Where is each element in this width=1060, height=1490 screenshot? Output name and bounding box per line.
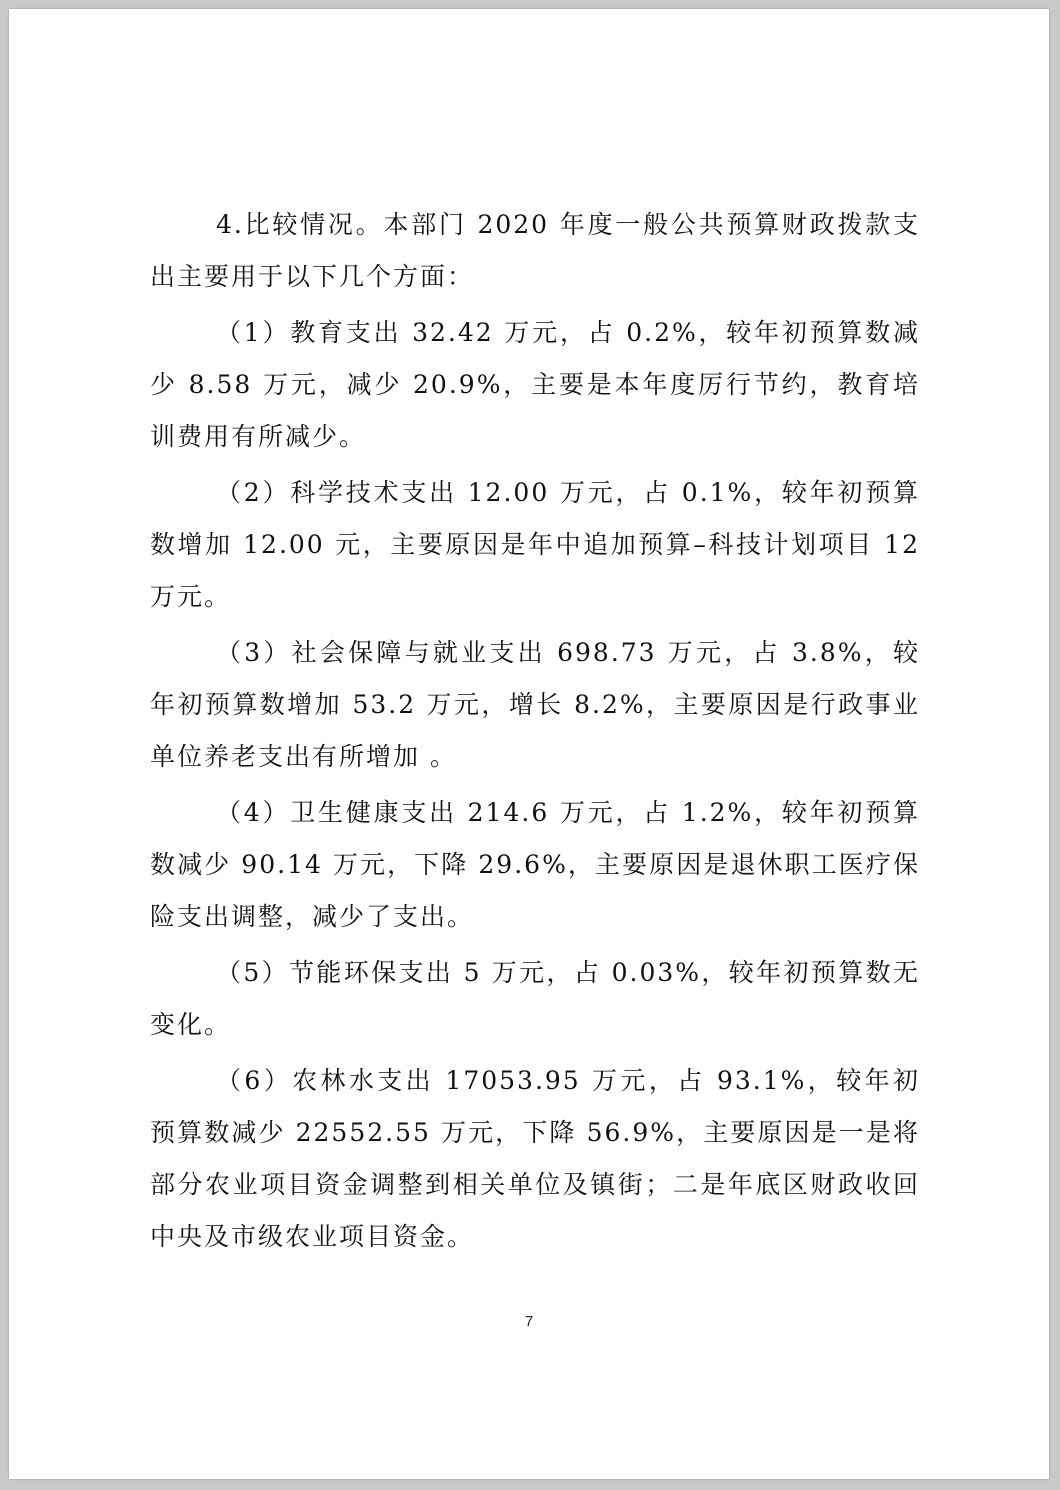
paragraph-science-technology: （2）科学技术支出 12.00 万元，占 0.1%，较年初预算数增加 12.00 元，主要原因是年中追加预算–科技计划项目 12 万元。 (150, 478, 920, 611)
paragraph-comparison-intro: 4.比较情况。本部门 2020 年度一般公共预算财政拨款支出主要用于以下几个方面： (150, 210, 920, 291)
paragraph-education: （1）教育支出 32.42 万元，占 0.2%，较年初预算数减少 8.58 万元，减少 20.9%，主要是本年度厉行节约，教育培训费用有所减少。 (150, 318, 920, 451)
paragraph-energy-environment: （5）节能环保支出 5 万元，占 0.03%，较年初预算数无变化。 (150, 958, 920, 1039)
document-body (150, 199, 920, 1263)
paragraph-agriculture: （6）农林水支出 17053.95 万元，占 93.1%，较年初预算数减少 22552.55 万元，下降 56.9%，主要原因是一是将部分农业项目资金调整到相关单位及镇街；二是年底区财政收回中央及市级农业项目资金。 (150, 1066, 920, 1251)
page-number: 7 (524, 1313, 534, 1330)
paragraph-social-security: （3）社会保障与就业支出 698.73 万元，占 3.8%，较年初预算数增加 53.2 万元，增长 8.2%，主要原因是行政事业单位养老支出有所增加 。 (150, 638, 920, 771)
document-page (9, 9, 1049, 1479)
paragraph-health: （4）卫生健康支出 214.6 万元，占 1.2%，较年初预算数减少 90.14 万元，下降 29.6%，主要原因是退休职工医疗保险支出调整，减少了支出。 (150, 798, 920, 931)
